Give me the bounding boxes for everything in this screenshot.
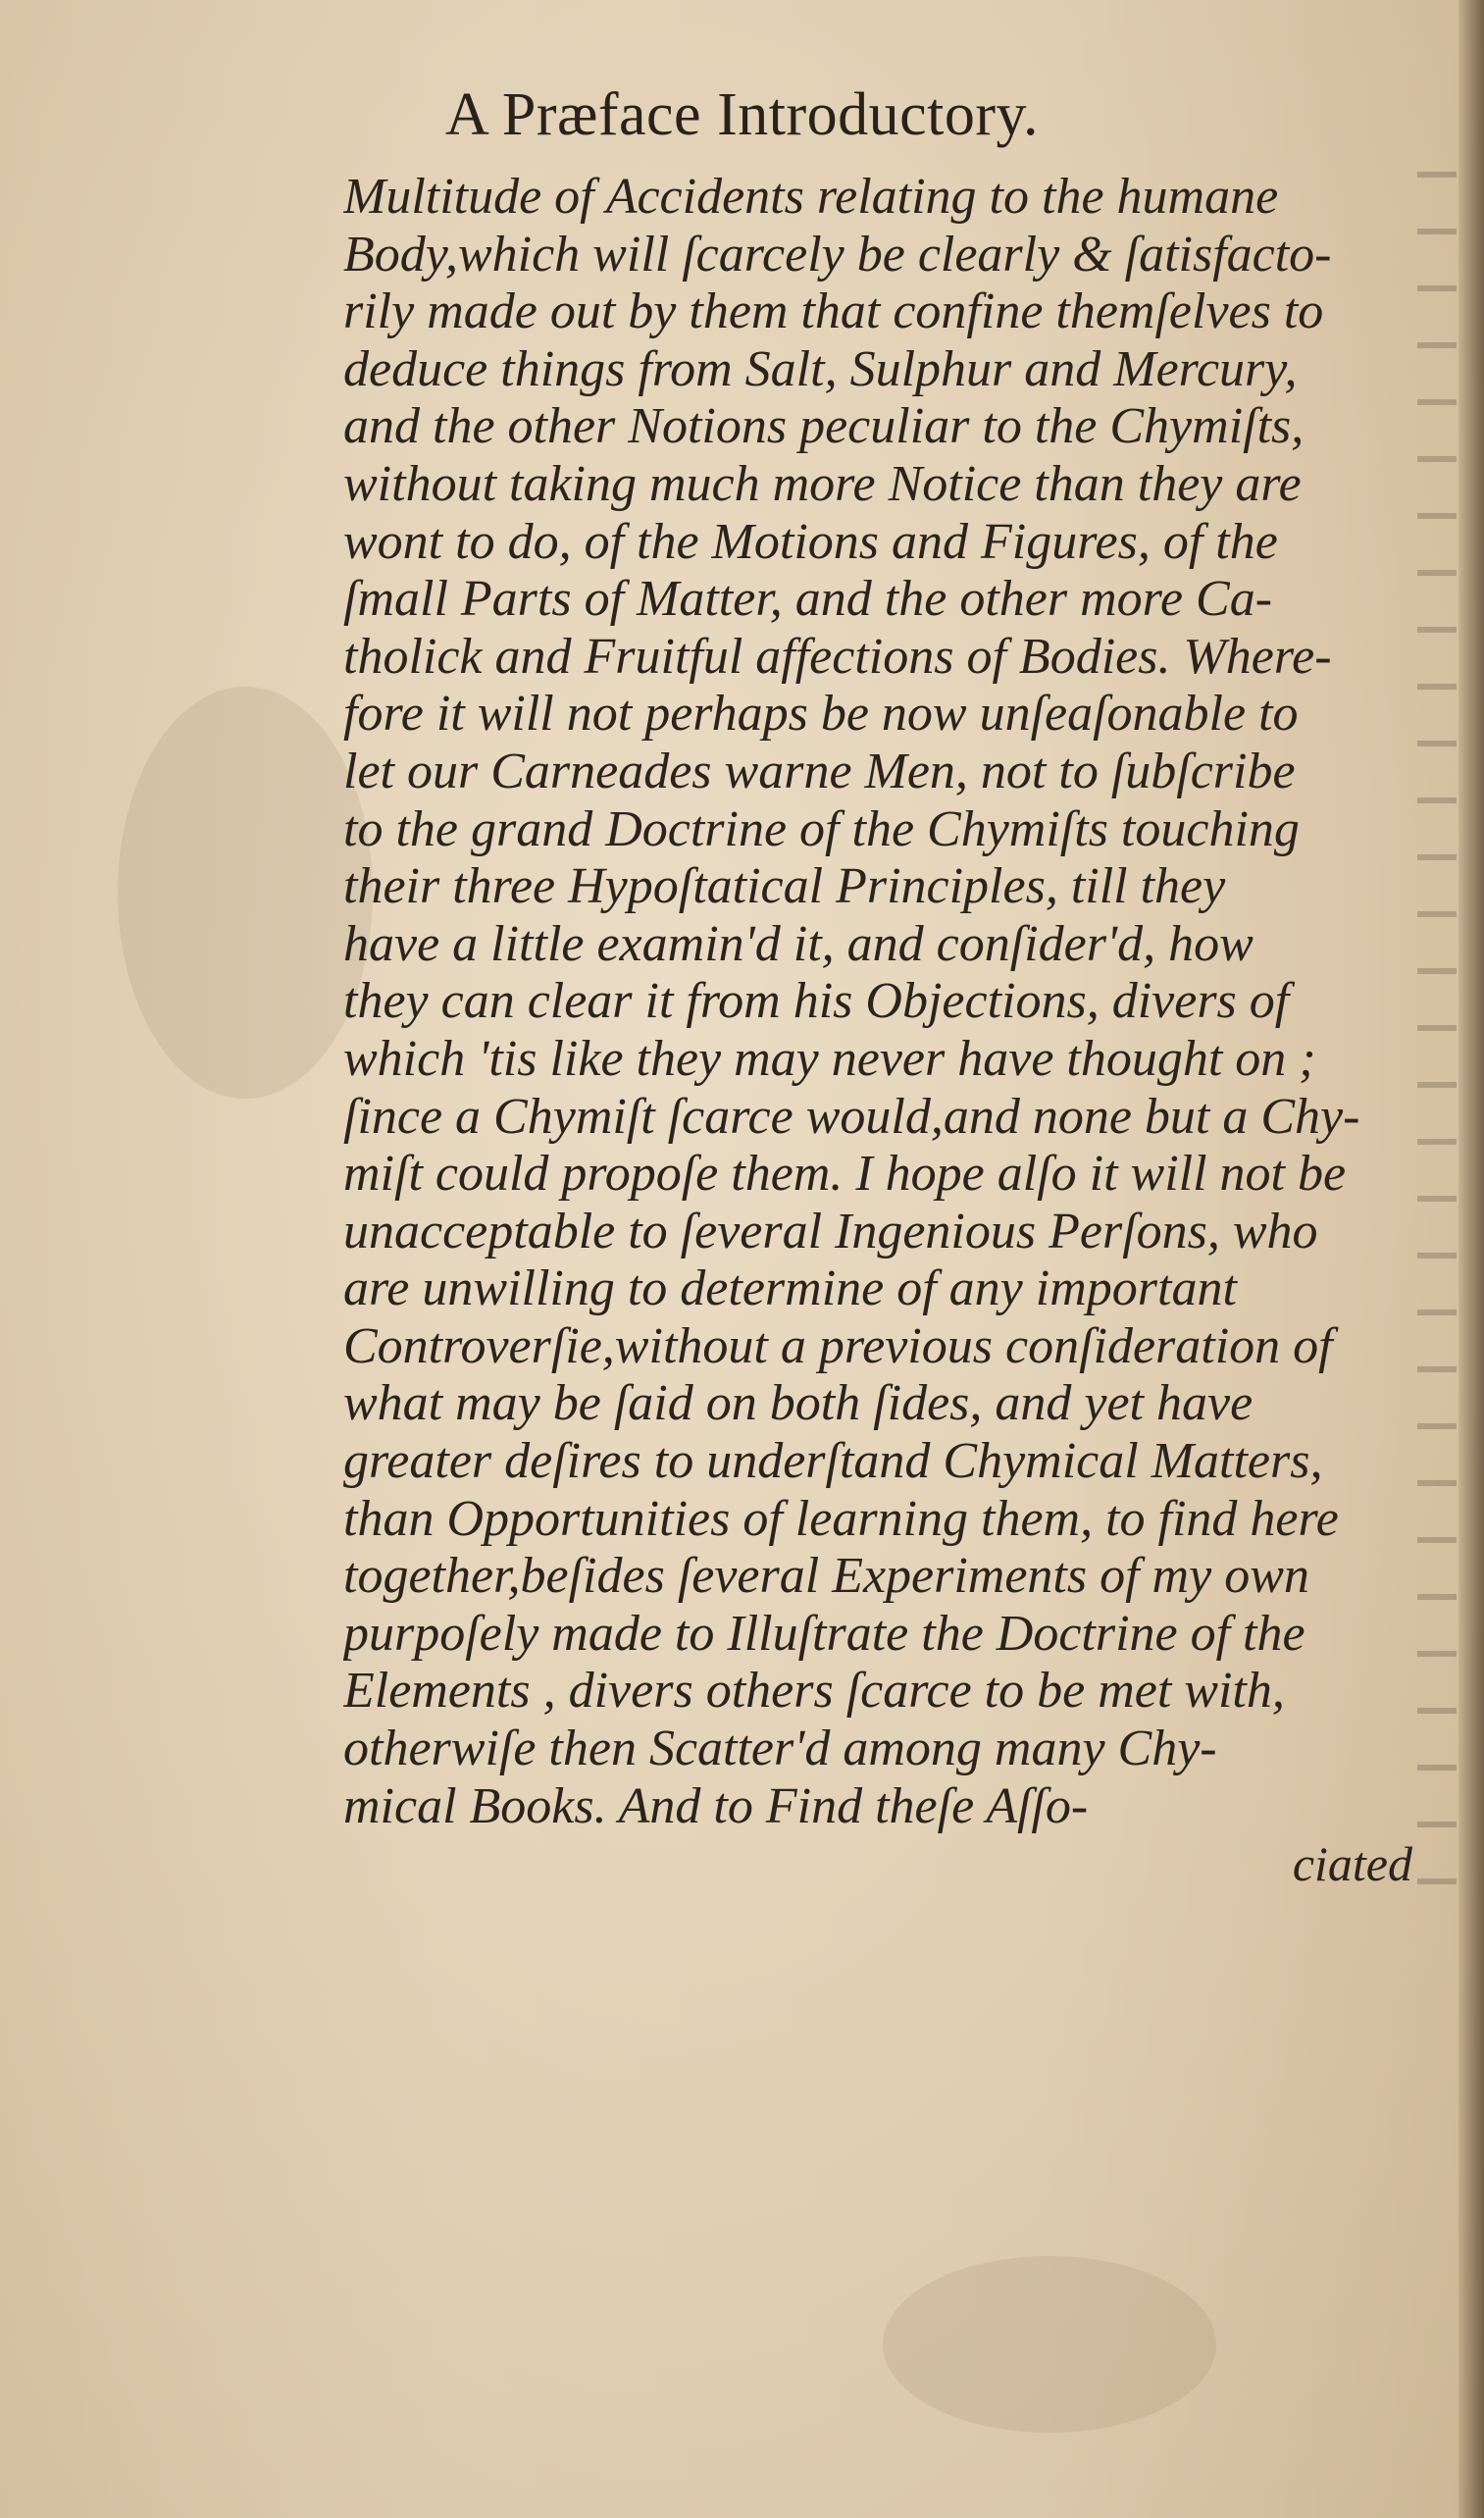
paper-stain bbox=[118, 687, 373, 1099]
text-line: tholick and Fruitful affections of Bodies. Where- bbox=[343, 628, 1332, 685]
text-line: they can clear it from his Objections, divers of bbox=[343, 973, 1290, 1030]
text-line: to the grand Doctrine of the Chymiſts touching bbox=[343, 800, 1300, 857]
text-line: mical Books. And to Find theſe Aſſo- bbox=[343, 1777, 1089, 1834]
text-line: fore it will not perhaps be now unſeaſonable to bbox=[343, 686, 1299, 743]
catchword: ciated bbox=[1292, 1836, 1412, 1892]
text-line: unacceptable to ſeveral Ingenious Perſons, who bbox=[343, 1203, 1318, 1259]
text-line: Controverſie,without a previous conſideration of bbox=[343, 1317, 1333, 1374]
text-line: Elements , divers others ſcarce to be met with, bbox=[343, 1663, 1285, 1720]
text-line: wont to do, of the Motions and Figures, of the bbox=[343, 513, 1278, 570]
text-line: together,beſides ſeveral Experiments of my own bbox=[343, 1548, 1309, 1605]
paper-stain bbox=[883, 2256, 1216, 2433]
running-head: A Præface Introductory. bbox=[445, 81, 1039, 148]
text-line: otherwiſe then Scatter'd among many Chy- bbox=[343, 1721, 1217, 1777]
text-line: let our Carneades warne Men, not to ſubſcribe bbox=[343, 743, 1296, 799]
text-line: their three Hypoſtatical Principles, till they bbox=[343, 858, 1226, 915]
text-line: what may be ſaid on both ſides, and yet have bbox=[343, 1375, 1254, 1432]
text-line: have a little examin'd it, and conſider'd, how bbox=[343, 915, 1254, 972]
body-text bbox=[343, 169, 1452, 1893]
show-through-text bbox=[1417, 172, 1457, 1898]
text-line: ſmall Parts of Matter, and the other more Ca- bbox=[343, 571, 1273, 628]
text-line: miſt could propoſe them. I hope alſo it will not be bbox=[343, 1146, 1347, 1203]
text-line: deduce things from Salt, Sulphur and Mercury, bbox=[343, 340, 1298, 397]
text-line: than Opportunities of learning them, to find here bbox=[343, 1490, 1339, 1547]
text-line: are unwilling to determine of any important bbox=[343, 1260, 1237, 1317]
text-line: Multitude of Accidents relating to the humane bbox=[343, 169, 1279, 225]
text-line: rily made out by them that confine themſelves to bbox=[343, 283, 1324, 340]
text-line: purpoſely made to Illuſtrate the Doctrine of the bbox=[343, 1605, 1305, 1662]
text-line: Body,which will ſcarcely be clearly & ſatisfacto- bbox=[343, 226, 1332, 283]
text-line: which 'tis like they may never have thought on ; bbox=[343, 1030, 1316, 1087]
text-line: and the other Notions peculiar to the Chymiſts, bbox=[343, 398, 1305, 455]
text-line: ſince a Chymiſt ſcarce would,and none but a Chy- bbox=[343, 1088, 1360, 1145]
page-gutter bbox=[1458, 0, 1484, 2518]
text-line: without taking much more Notice than they are bbox=[343, 455, 1302, 512]
text-line: greater deſires to underſtand Chymical Matters, bbox=[343, 1433, 1323, 1490]
